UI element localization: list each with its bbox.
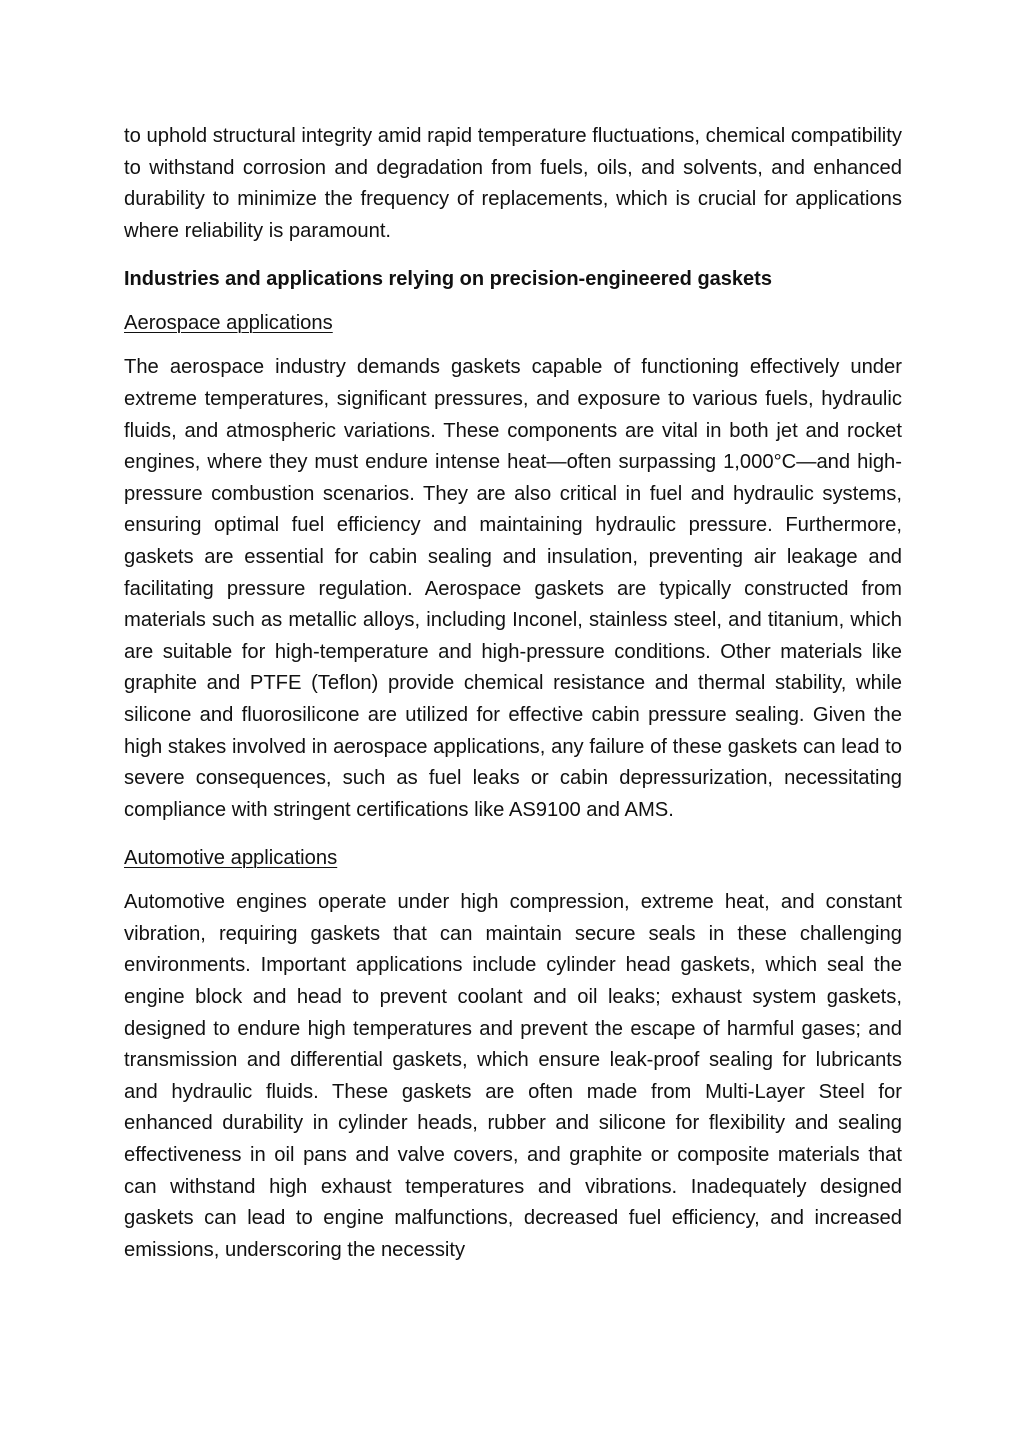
intro-paragraph: to uphold structural integrity amid rapid temperature fluctuations, chemical compatibility to withstand corrosion and degradation from fuels, oils, and solvents, and enhanced durability to minimize the frequency of replacements, which is crucial for applications where reliability is paramount. [124,125,902,242]
automotive-paragraph: Automotive engines operate under high compression, extreme heat, and constant vibration, requiring gaskets that can maintain secure seals in these challenging environments. Important applications include cylinder head gaskets, which seal the engine block and head to prevent coolant and oil leaks; exhaust system gaskets, designed to endure high temperatures and prevent the escape of harmful gases; and transmission and differential gaskets, which ensure leak-proof sealing for lubricants and hydraulic fluids. These gaskets are often made from Multi-Layer Steel for enhanced durability in cylinder heads, rubber and silicone for flexibility and sealing effectiveness in oil pans and valve covers, and graphite or composite materials that can withstand high exhaust temperatures and vibrations. Inadequately designed gaskets can lead to engine malfunctions, decreased fuel efficiency, and increased emissions, underscoring the necessity [124,891,902,1261]
automotive-heading: Automotive applications [124,847,338,870]
aerospace-heading: Aerospace applications [124,312,333,335]
document-page [124,121,902,1283]
section-heading: Industries and applications relying on precision-engineered gaskets [124,268,772,291]
aerospace-paragraph: The aerospace industry demands gaskets capable of functioning effectively under extreme temperatures, significant pressures, and exposure to various fuels, hydraulic fluids, and atmospheric variations. These components are vital in both jet and rocket engines, where they must endure intense heat—often surpassing 1,000°C—and high-pressure combustion scenarios. They are also critical in fuel and hydraulic systems, ensuring optimal fuel efficiency and maintaining hydraulic pressure. Furthermore, gaskets are essential for cabin sealing and insulation, preventing air leakage and facilitating pressure regulation. Aerospace gaskets are typically constructed from materials such as metallic alloys, including Inconel, stainless steel, and titanium, which are suitable for high-temperature and high-pressure conditions. Other materials like graphite and PTFE (Teflon) provide chemical resistance and thermal stability, while silicone and fluorosilicone are utilized for effective cabin pressure sealing. Given the high stakes involved in aerospace applications, any failure of these gaskets can lead to severe consequences, such as fuel leaks or cabin depressurization, necessitating compliance with stringent certifications like AS9100 and AMS. [124,356,902,821]
